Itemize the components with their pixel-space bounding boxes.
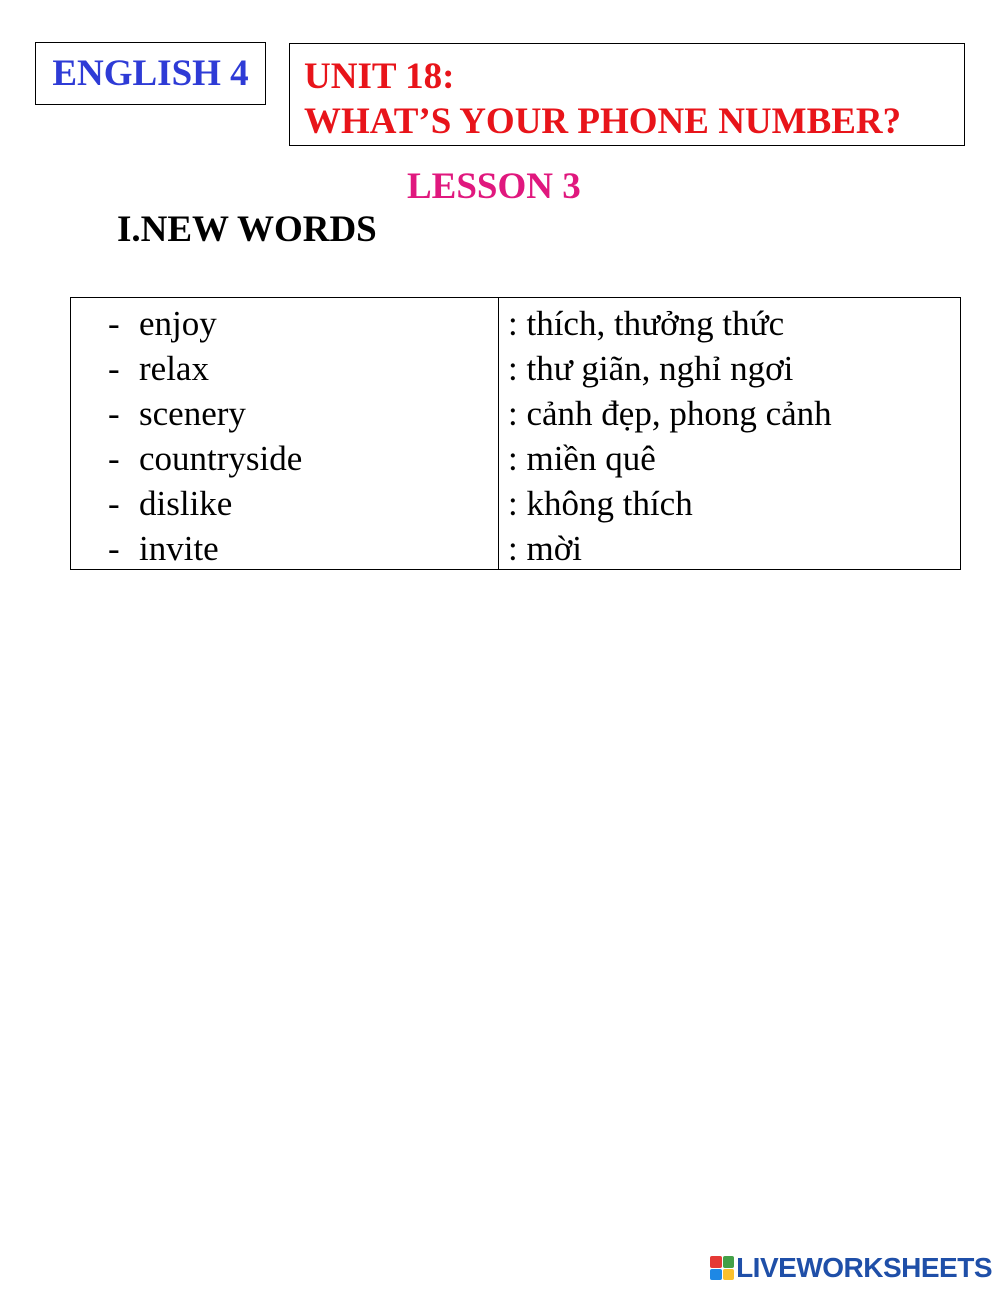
list-dash: - (108, 304, 120, 343)
english-word: relax (139, 349, 209, 388)
section-title: I.NEW WORDS (117, 209, 377, 250)
vietnamese-meaning: : không thích (508, 484, 693, 523)
vietnamese-column (499, 298, 960, 569)
list-dash: - (108, 439, 120, 478)
vietnamese-meaning: : thích, thưởng thức (508, 304, 785, 343)
liveworksheets-brand[interactable] (710, 1252, 992, 1284)
unit-box (289, 43, 965, 146)
subject-box (35, 42, 266, 105)
vietnamese-meaning: : mời (508, 529, 582, 568)
english-word: countryside (139, 439, 303, 478)
english-word: invite (139, 529, 219, 568)
vietnamese-meaning: : miền quê (508, 439, 656, 478)
logo-square-yellow (723, 1269, 735, 1281)
vocab-row (71, 391, 498, 436)
vocab-table (70, 297, 961, 570)
vocab-row (71, 436, 498, 481)
list-dash: - (108, 349, 120, 388)
list-dash: - (108, 529, 120, 568)
english-word: enjoy (139, 304, 217, 343)
list-dash: - (108, 484, 120, 523)
vietnamese-meaning: : thư giãn, nghỉ ngơi (508, 349, 794, 388)
list-dash: - (108, 394, 120, 433)
logo-square-red (710, 1256, 722, 1268)
english-word: dislike (139, 484, 233, 523)
vocab-row (71, 526, 498, 571)
vocab-row (71, 481, 498, 526)
logo-square-blue (710, 1269, 722, 1281)
english-word: scenery (139, 394, 246, 433)
logo-square-green (723, 1256, 735, 1268)
brand-name: LIVEWORKSHEETS (736, 1252, 992, 1283)
vietnamese-meaning: : cảnh đẹp, phong cảnh (508, 394, 832, 433)
vocab-row (71, 301, 498, 346)
unit-number: UNIT 18: (304, 56, 455, 97)
unit-title: WHAT’S YOUR PHONE NUMBER? (304, 101, 902, 142)
vocab-row (71, 346, 498, 391)
liveworksheets-logo-icon (710, 1256, 734, 1280)
lesson-heading: LESSON 3 (407, 166, 581, 207)
english-column (71, 298, 499, 569)
subject-title: ENGLISH 4 (52, 53, 249, 94)
